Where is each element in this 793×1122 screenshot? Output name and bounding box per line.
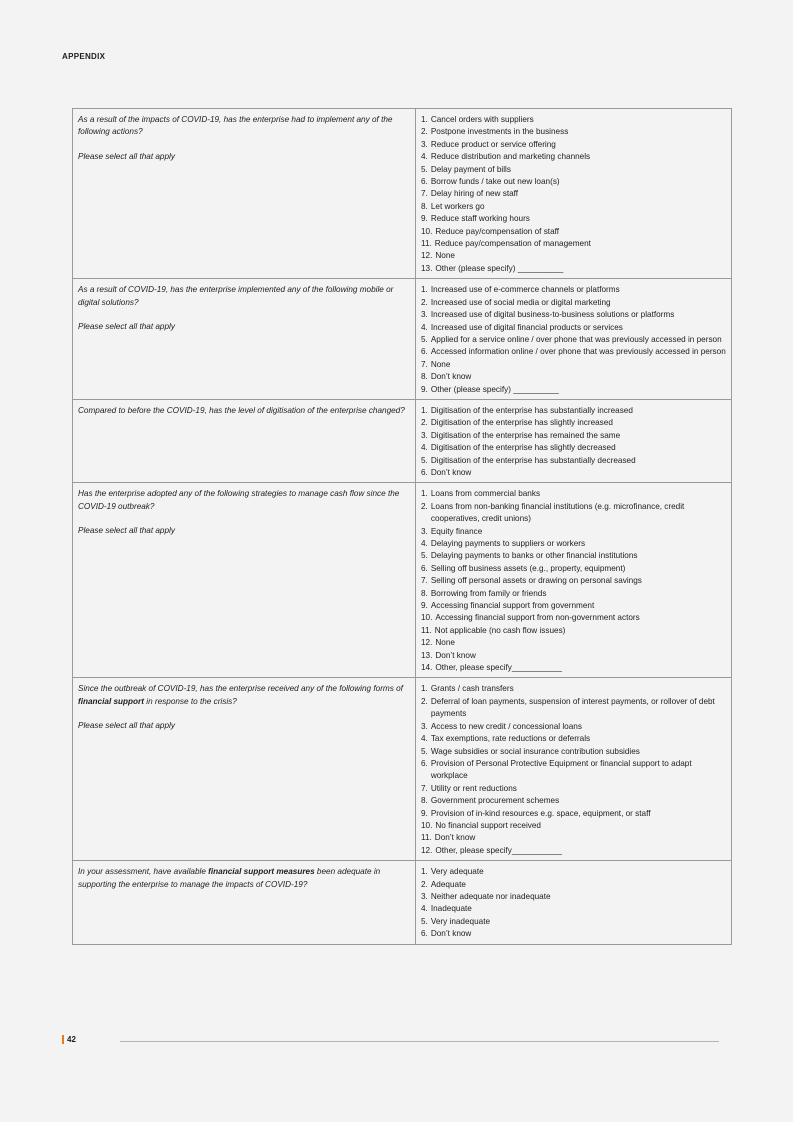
option-number: 7. — [421, 783, 428, 793]
option-number: 2. — [421, 696, 428, 706]
question-text-part: in response to the crisis? — [143, 696, 237, 706]
option-number: 1. — [421, 405, 428, 415]
option-label: Accessed information online / over phone that was previously accessed in person — [430, 347, 726, 357]
answer-option — [421, 696, 726, 721]
option-number: 5. — [421, 164, 428, 174]
option-label: Reduce product or service offering — [430, 139, 556, 149]
option-number: 2. — [421, 501, 428, 511]
option-number: 13. — [421, 650, 433, 660]
answer-option — [421, 612, 726, 624]
option-label: Don’t know — [430, 467, 472, 477]
option-label: Digitisation of the enterprise has slightly decreased — [430, 443, 616, 453]
option-label: None — [430, 359, 451, 369]
option-number: 6. — [421, 467, 428, 477]
answer-option — [421, 550, 726, 562]
option-number: 12. — [421, 251, 433, 261]
answer-option — [421, 201, 726, 213]
question-emphasis: financial support — [78, 696, 144, 706]
answer-option — [421, 783, 726, 795]
option-number: 4. — [421, 152, 428, 162]
option-label: Increased use of social media or digital marketing — [430, 297, 611, 307]
answer-option — [421, 263, 726, 275]
question-cell — [73, 399, 416, 482]
page-number: 42 — [62, 1035, 76, 1044]
option-label: Delaying payments to suppliers or workers — [430, 539, 586, 548]
question-cell — [73, 678, 416, 861]
option-number: 9. — [421, 384, 428, 394]
option-label: Delaying payments to banks or other financial institutions — [430, 551, 638, 561]
option-label: Adequate — [430, 879, 466, 889]
option-number: 6. — [421, 563, 428, 573]
answer-option — [421, 575, 726, 587]
answer-options-cell — [416, 678, 732, 861]
question-cell — [73, 483, 416, 678]
option-number: 1. — [421, 867, 428, 877]
answer-option — [421, 588, 726, 600]
option-label: Tax exemptions, rate reductions or deferrals — [430, 734, 591, 744]
question-instruction: Please select all that apply — [78, 322, 175, 332]
option-number: 2. — [421, 127, 428, 137]
option-number: 6. — [421, 758, 428, 768]
answer-option — [421, 371, 726, 383]
answer-option — [421, 928, 726, 940]
question-text — [78, 405, 410, 417]
option-label: Reduce pay/compensation of management — [434, 239, 591, 249]
option-label: Selling off business assets (e.g., property, equipment) — [430, 563, 626, 573]
option-label: Other (please specify) __________ — [435, 263, 564, 273]
option-number: 11. — [421, 833, 432, 843]
question-text — [78, 284, 410, 309]
question-text — [78, 683, 410, 708]
answer-option — [421, 662, 726, 674]
option-label: Loans from non-banking financial institutions (e.g. microfinance, credit cooperatives, credit unions) — [430, 501, 685, 524]
answer-option — [421, 114, 726, 126]
option-label: Reduce staff working hours — [430, 214, 530, 224]
option-number: 1. — [421, 489, 428, 499]
answer-option — [421, 417, 726, 429]
answer-option — [421, 832, 726, 844]
option-label: Digitisation of the enterprise has substantially increased — [430, 405, 633, 415]
answer-option — [421, 126, 726, 138]
answer-option — [421, 442, 726, 454]
option-label: Selling off personal assets or drawing on personal savings — [430, 576, 642, 586]
answer-option — [421, 600, 726, 612]
answer-option — [421, 746, 726, 758]
question-row — [73, 483, 732, 678]
option-number: 12. — [421, 638, 433, 648]
option-number: 6. — [421, 347, 428, 357]
answer-option — [421, 891, 726, 903]
question-text — [78, 866, 410, 891]
option-label: Other, please specify___________ — [435, 845, 562, 855]
answer-option — [421, 359, 726, 371]
option-label: Very inadequate — [430, 916, 491, 926]
answer-option — [421, 845, 726, 857]
option-number: 8. — [421, 372, 428, 382]
answer-options-cell — [416, 483, 732, 678]
answer-options-cell — [416, 279, 732, 400]
option-label: Postpone investments in the business — [430, 127, 569, 137]
question-cell — [73, 109, 416, 279]
answer-option — [421, 733, 726, 745]
question-text-part: Compared to before the COVID-19, has the level of digitisation of the enterprise changed? — [78, 405, 405, 415]
option-label: Increased use of digital financial products or services — [430, 322, 623, 332]
answer-option — [421, 297, 726, 309]
option-label: Government procurement schemes — [430, 796, 560, 806]
answer-option — [421, 683, 726, 695]
question-cell — [73, 279, 416, 400]
answer-option — [421, 538, 726, 550]
answer-option — [421, 346, 726, 358]
answer-option — [421, 650, 726, 662]
question-row — [73, 678, 732, 861]
option-number: 12. — [421, 845, 433, 855]
answer-option — [421, 488, 726, 500]
option-label: Other (please specify) __________ — [430, 384, 559, 394]
option-label: Delay hiring of new staff — [430, 189, 519, 199]
question-row — [73, 861, 732, 944]
option-label: Applied for a service online / over phone that was previously accessed in person — [430, 334, 722, 344]
option-label: Don’t know — [430, 929, 472, 939]
option-label: Neither adequate nor inadequate — [430, 891, 551, 901]
option-number: 4. — [421, 904, 428, 914]
option-number: 13. — [421, 263, 433, 273]
option-label: No financial support received — [435, 820, 541, 830]
option-label: Deferral of loan payments, suspension of interest payments, or rollover of debt payments — [430, 696, 715, 719]
option-label: Delay payment of bills — [430, 164, 511, 174]
answer-option — [421, 526, 726, 538]
option-number: 5. — [421, 746, 428, 756]
option-number: 3. — [421, 891, 428, 901]
answer-option — [421, 820, 726, 832]
answer-option — [421, 384, 726, 396]
option-label: Equity finance — [430, 526, 483, 536]
question-cell — [73, 861, 416, 944]
answer-option — [421, 139, 726, 151]
answer-option — [421, 430, 726, 442]
option-label: Digitisation of the enterprise has remained the same — [430, 430, 621, 440]
option-number: 7. — [421, 576, 428, 586]
question-row — [73, 109, 732, 279]
answer-option — [421, 334, 726, 346]
answer-option — [421, 758, 726, 783]
answer-option — [421, 164, 726, 176]
answer-option — [421, 151, 726, 163]
option-number: 3. — [421, 721, 428, 731]
answer-option — [421, 721, 726, 733]
option-label: Reduce distribution and marketing channels — [430, 152, 591, 162]
question-text-part: been adequate in supporting the enterprise to manage the impacts of COVID-19? — [78, 867, 381, 889]
option-number: 2. — [421, 879, 428, 889]
option-label: Provision of Personal Protective Equipment or financial support to adapt workplace — [430, 758, 692, 781]
question-text-part: Has the enterprise adopted any of the following strategies to manage cash flow since the COVID-19 outbreak? — [78, 489, 400, 511]
option-label: Other, please specify___________ — [435, 663, 562, 673]
answer-option — [421, 405, 726, 417]
option-number: 10. — [421, 820, 433, 830]
option-number: 11. — [421, 625, 432, 635]
answer-option — [421, 866, 726, 878]
option-label: Inadequate — [430, 904, 472, 914]
option-number: 4. — [421, 539, 428, 548]
question-text-part: As a result of COVID-19, has the enterprise implemented any of the following mobile or digital solutions? — [78, 285, 394, 307]
answer-option — [421, 250, 726, 262]
option-number: 9. — [421, 214, 428, 224]
option-number: 10. — [421, 613, 433, 623]
answer-option — [421, 563, 726, 575]
option-number: 8. — [421, 201, 428, 211]
answer-option — [421, 903, 726, 915]
answer-options-cell — [416, 399, 732, 482]
option-label: Don’t know — [435, 650, 476, 660]
answer-option — [421, 309, 726, 321]
option-label: None — [435, 638, 455, 648]
question-row — [73, 279, 732, 400]
option-label: Wage subsidies or social insurance contribution subsidies — [430, 746, 640, 756]
option-number: 9. — [421, 601, 428, 611]
option-label: Borrow funds / take out new loan(s) — [430, 177, 560, 187]
option-label: Loans from commercial banks — [430, 489, 541, 499]
answer-option — [421, 322, 726, 334]
option-label: Utility or rent reductions — [430, 783, 517, 793]
question-text — [78, 114, 410, 139]
option-number: 3. — [421, 310, 428, 320]
option-number: 2. — [421, 418, 428, 428]
option-label: Access to new credit / concessional loans — [430, 721, 582, 731]
option-label: Digitisation of the enterprise has substantially decreased — [430, 455, 636, 465]
answer-option — [421, 808, 726, 820]
option-label: Grants / cash transfers — [430, 684, 514, 694]
option-number: 4. — [421, 322, 428, 332]
option-number: 3. — [421, 139, 428, 149]
answer-option — [421, 916, 726, 928]
option-number: 5. — [421, 551, 428, 561]
option-number: 8. — [421, 796, 428, 806]
option-label: Accessing financial support from government — [430, 601, 595, 611]
option-label: Cancel orders with suppliers — [430, 115, 534, 124]
option-number: 9. — [421, 808, 428, 818]
answer-option — [421, 501, 726, 526]
question-emphasis: financial support measures — [208, 867, 315, 877]
option-label: Not applicable (no cash flow issues) — [434, 625, 566, 635]
option-number: 4. — [421, 734, 428, 744]
answer-option — [421, 226, 726, 238]
questionnaire-table — [72, 108, 732, 945]
option-number: 10. — [421, 226, 433, 236]
option-number: 11. — [421, 239, 432, 249]
option-label: Accessing financial support from non-government actors — [435, 613, 640, 623]
option-label: Don’t know — [430, 372, 472, 382]
option-number: 8. — [421, 588, 428, 598]
answer-option — [421, 467, 726, 479]
question-text-part: Since the outbreak of COVID-19, has the enterprise received any of the following forms of — [78, 684, 403, 694]
question-text-part: In your assessment, have available — [78, 867, 209, 877]
question-instruction: Please select all that apply — [78, 151, 175, 161]
option-label: Don’t know — [434, 833, 476, 843]
footer-divider — [120, 1041, 719, 1042]
option-label: Borrowing from family or friends — [430, 588, 547, 598]
option-number: 1. — [421, 115, 428, 124]
answer-option — [421, 213, 726, 225]
option-number: 5. — [421, 334, 428, 344]
option-number: 5. — [421, 916, 428, 926]
option-number: 7. — [421, 359, 428, 369]
option-label: Digitisation of the enterprise has slightly increased — [430, 418, 613, 428]
question-text — [78, 488, 410, 513]
option-number: 1. — [421, 684, 428, 694]
question-instruction: Please select all that apply — [78, 721, 175, 731]
option-number: 1. — [421, 285, 428, 295]
option-number: 3. — [421, 430, 428, 440]
answer-option — [421, 625, 726, 637]
option-number: 4. — [421, 443, 428, 453]
option-number: 5. — [421, 455, 428, 465]
option-label: Let workers go — [430, 201, 485, 211]
option-number: 7. — [421, 189, 428, 199]
answer-option — [421, 238, 726, 250]
option-label: None — [435, 251, 455, 261]
question-instruction: Please select all that apply — [78, 526, 175, 536]
answer-option — [421, 879, 726, 891]
option-label: Very adequate — [430, 867, 484, 877]
option-label: Provision of in-kind resources e.g. space, equipment, or staff — [430, 808, 651, 818]
question-text-part: As a result of the impacts of COVID-19, has the enterprise had to implement any of the following actions? — [78, 115, 393, 137]
answer-options-cell — [416, 861, 732, 944]
answer-option — [421, 188, 726, 200]
option-number: 14. — [421, 663, 433, 673]
question-row — [73, 399, 732, 482]
option-number: 3. — [421, 526, 428, 536]
option-label: Increased use of e-commerce channels or platforms — [430, 285, 620, 295]
answer-option — [421, 455, 726, 467]
answer-option — [421, 284, 726, 296]
answer-option — [421, 637, 726, 649]
option-number: 6. — [421, 177, 428, 187]
answer-options-cell — [416, 109, 732, 279]
option-number: 6. — [421, 929, 428, 939]
page-header: APPENDIX — [62, 52, 106, 61]
answer-option — [421, 795, 726, 807]
option-label: Increased use of digital business-to-business solutions or platforms — [430, 310, 675, 320]
answer-option — [421, 176, 726, 188]
option-number: 2. — [421, 297, 428, 307]
option-label: Reduce pay/compensation of staff — [435, 226, 560, 236]
